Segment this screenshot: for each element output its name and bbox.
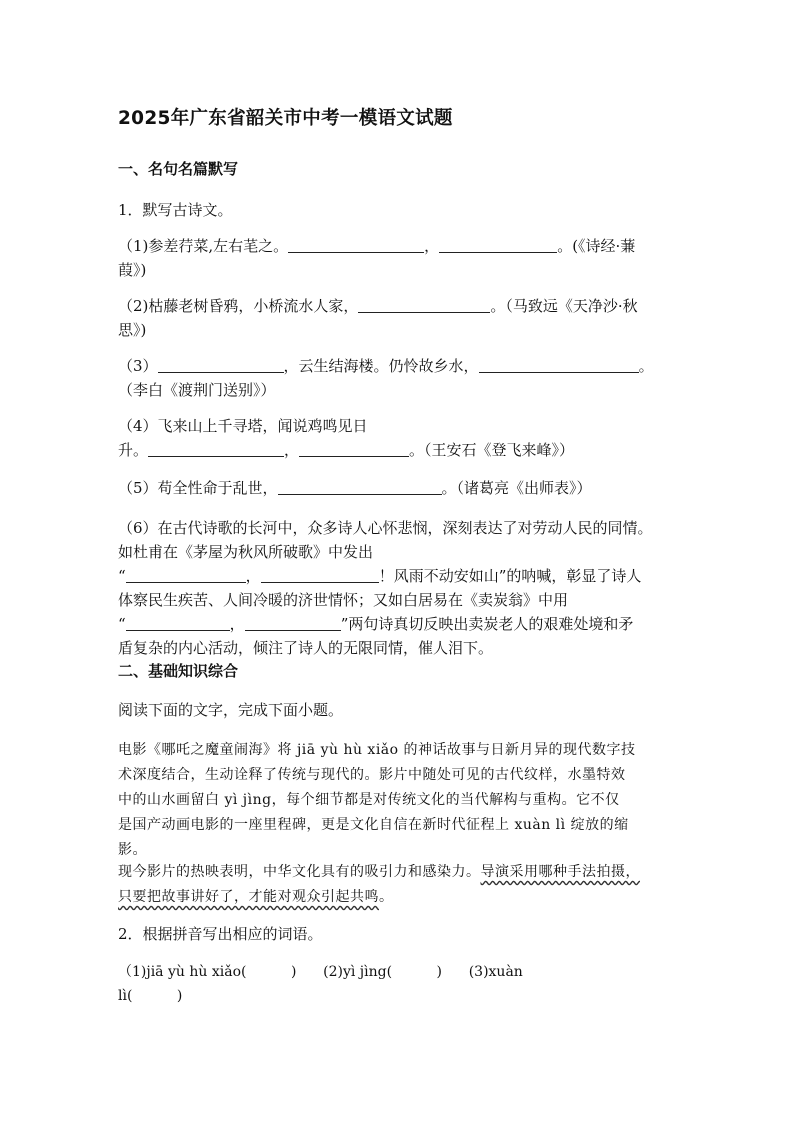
question-2-stem: 2．根据拼音写出相应的词语。 bbox=[118, 925, 323, 943]
passage-line: 术深度结合，生动诠释了传统与现代的。影片中随处可见的古代纹样，水墨特效 bbox=[118, 767, 626, 783]
answer-blank[interactable] bbox=[439, 236, 557, 253]
question-1-stem: 1．默写古诗文。 bbox=[118, 201, 233, 219]
passage-line: 影。 bbox=[118, 842, 147, 858]
answer-blank[interactable] bbox=[358, 296, 490, 313]
answer-blank[interactable] bbox=[288, 236, 424, 253]
question-1-item-4: （4）飞来山上千寻塔，闻说鸡鸣见日 升。 ， 。（王安石《登飞来峰》） bbox=[118, 417, 575, 459]
section-heading-1: 一、名句名篇默写 bbox=[118, 160, 239, 178]
answer-blank[interactable] bbox=[245, 614, 341, 631]
answer-blank[interactable] bbox=[158, 356, 284, 373]
question-1-item-5: （5）苟全性命于乱世， 。（诸葛亮《出师表》） bbox=[118, 479, 592, 497]
answer-blank[interactable] bbox=[126, 614, 230, 631]
answer-blank[interactable] bbox=[148, 440, 284, 457]
passage-line: 电影《哪吒之魔童闹海》将 jiā yù hù xiǎo 的神话故事与日新月异的现代数字技 bbox=[118, 742, 636, 758]
answer-blank[interactable] bbox=[479, 356, 639, 373]
passage-line: 中的山水画留白 yì jìng，每个细节都是对传统文化的当代解构与重构。它不仅 bbox=[118, 792, 620, 808]
question-1-item-1: （1)参差荇菜,左右芼之。 ， 。(《诗经·蒹 葭》) bbox=[118, 237, 636, 279]
reading-passage-2: 现今影片的热映表明，中华文化具有的吸引力和感染力。导演采用哪种手法拍摄， 只要把故事讲好了，才能对观众引起共鸣。 bbox=[118, 864, 640, 905]
answer-blank[interactable] bbox=[278, 478, 442, 495]
section-heading-2: 二、基础知识综合 bbox=[118, 662, 239, 680]
question-2-line-2: lì( ) bbox=[118, 988, 183, 1004]
answer-blank[interactable] bbox=[126, 566, 246, 583]
question-1-item-6: （6）在古代诗歌的长河中，众多诗人心怀悲悯，深刻表达了对劳动人民的同情。 如杜甫在《茅屋为秋风所破歌》中发出 “ ， ！风雨不动安如山”的呐喊，彰显了诗人 体察民生疾苦、人间冷暖的济世情怀；又如白居易在《卖炭翁》中用 “ ， ”两句诗真切反映出卖炭老人的艰难处境和矛 盾复杂的内心活动，倾注了诗人的无限同情，催人泪下。 bbox=[118, 519, 653, 657]
question-1-item-3: （3） ，云生结海楼。仍怜故乡水， 。 （李白《渡荆门送别》） bbox=[118, 357, 654, 399]
question-2-line-1: （1)jiā yù hù xiǎo( ) (2)yì jìng( ) (3)xuàn bbox=[118, 964, 523, 980]
question-1-item-2: （2)枯藤老树昏鸦，小桥流水人家， 。（马致远《天净沙·秋 思》) bbox=[118, 297, 638, 339]
wavy-underlined-sentence: 导演采用哪种手法拍摄， bbox=[480, 864, 640, 880]
reading-passage-1 bbox=[118, 738, 688, 863]
exam-title: 2025年广东省韶关市中考一模语文试题 bbox=[118, 108, 453, 129]
answer-blank[interactable] bbox=[261, 566, 379, 583]
reading-intro: 阅读下面的文字，完成下面小题。 bbox=[118, 701, 344, 719]
wavy-underlined-sentence: 只要把故事讲好了，才能对观众引起共鸣 bbox=[118, 889, 379, 905]
passage-line: 是国产动画电影的一座里程碑，更是文化自信在新时代征程上 xuàn lì 绽放的缩 bbox=[118, 817, 629, 833]
answer-blank[interactable] bbox=[299, 440, 409, 457]
